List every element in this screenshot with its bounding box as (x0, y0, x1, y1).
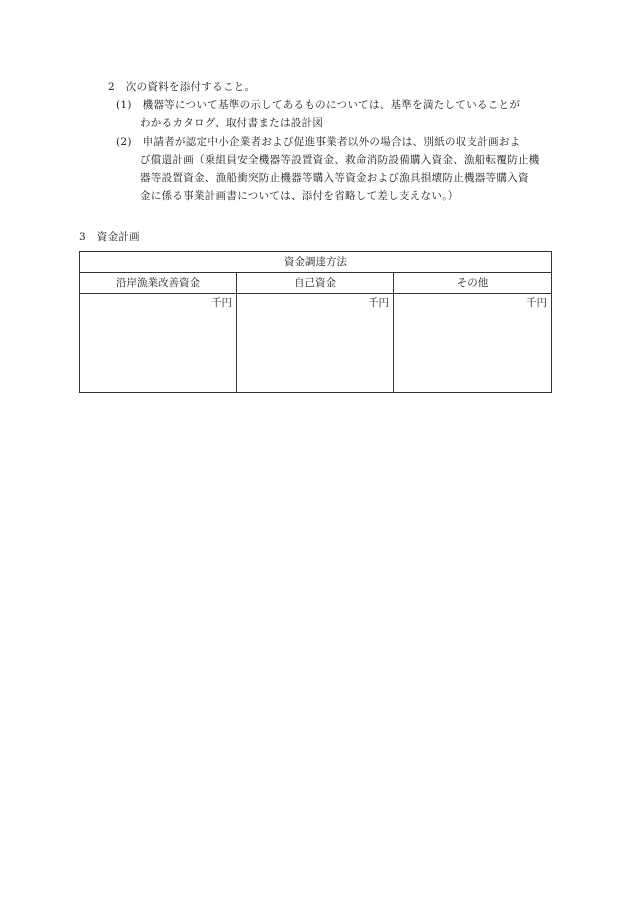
section-2-item-2-line-4: 金に係る事業計画書については、添付を省略して差し支えない。） (140, 190, 459, 202)
unit-label: 千円 (211, 297, 232, 309)
section-2-item-2-line-3: 器等設置資金、漁船衝突防止機器等購入等資金および漁具損壊防止機器等購入資 (140, 172, 529, 184)
column-header-other: その他 (394, 273, 552, 294)
section-2-item-1-line-2: わかるカタログ、取付書または設計図 (140, 117, 324, 129)
section-2-item-2-line-1: (2) 申請者が認定中小企業者および促進事業者以外の場合は、別紙の収支計画およ (116, 136, 521, 148)
section-2-item-2-line-2: び償還計画（乗組員安全機器等設置資金、救命消防設備購入資金、漁船転覆防止機 (140, 154, 540, 166)
section-2-heading: 2 次の資料を添付すること。 (108, 81, 256, 93)
own-funds-amount-cell[interactable] (237, 294, 394, 393)
column-header-own-funds: 自己資金 (237, 273, 394, 294)
unit-label: 千円 (526, 297, 548, 309)
unit-label: 千円 (368, 297, 389, 309)
other-amount-cell[interactable] (394, 294, 552, 393)
fund-plan-table (79, 251, 552, 393)
funding-method-header: 資金調達方法 (80, 252, 552, 273)
column-header-coastal-fishery-fund: 沿岸漁業改善資金 (80, 273, 237, 294)
section-3-heading: 3 資金計画 (79, 231, 140, 243)
section-2-item-1-line-1: (1) 機器等について基準の示してあるものについては、基準を満たしていることが (116, 99, 521, 111)
coastal-fishery-fund-amount-cell[interactable] (80, 294, 237, 393)
